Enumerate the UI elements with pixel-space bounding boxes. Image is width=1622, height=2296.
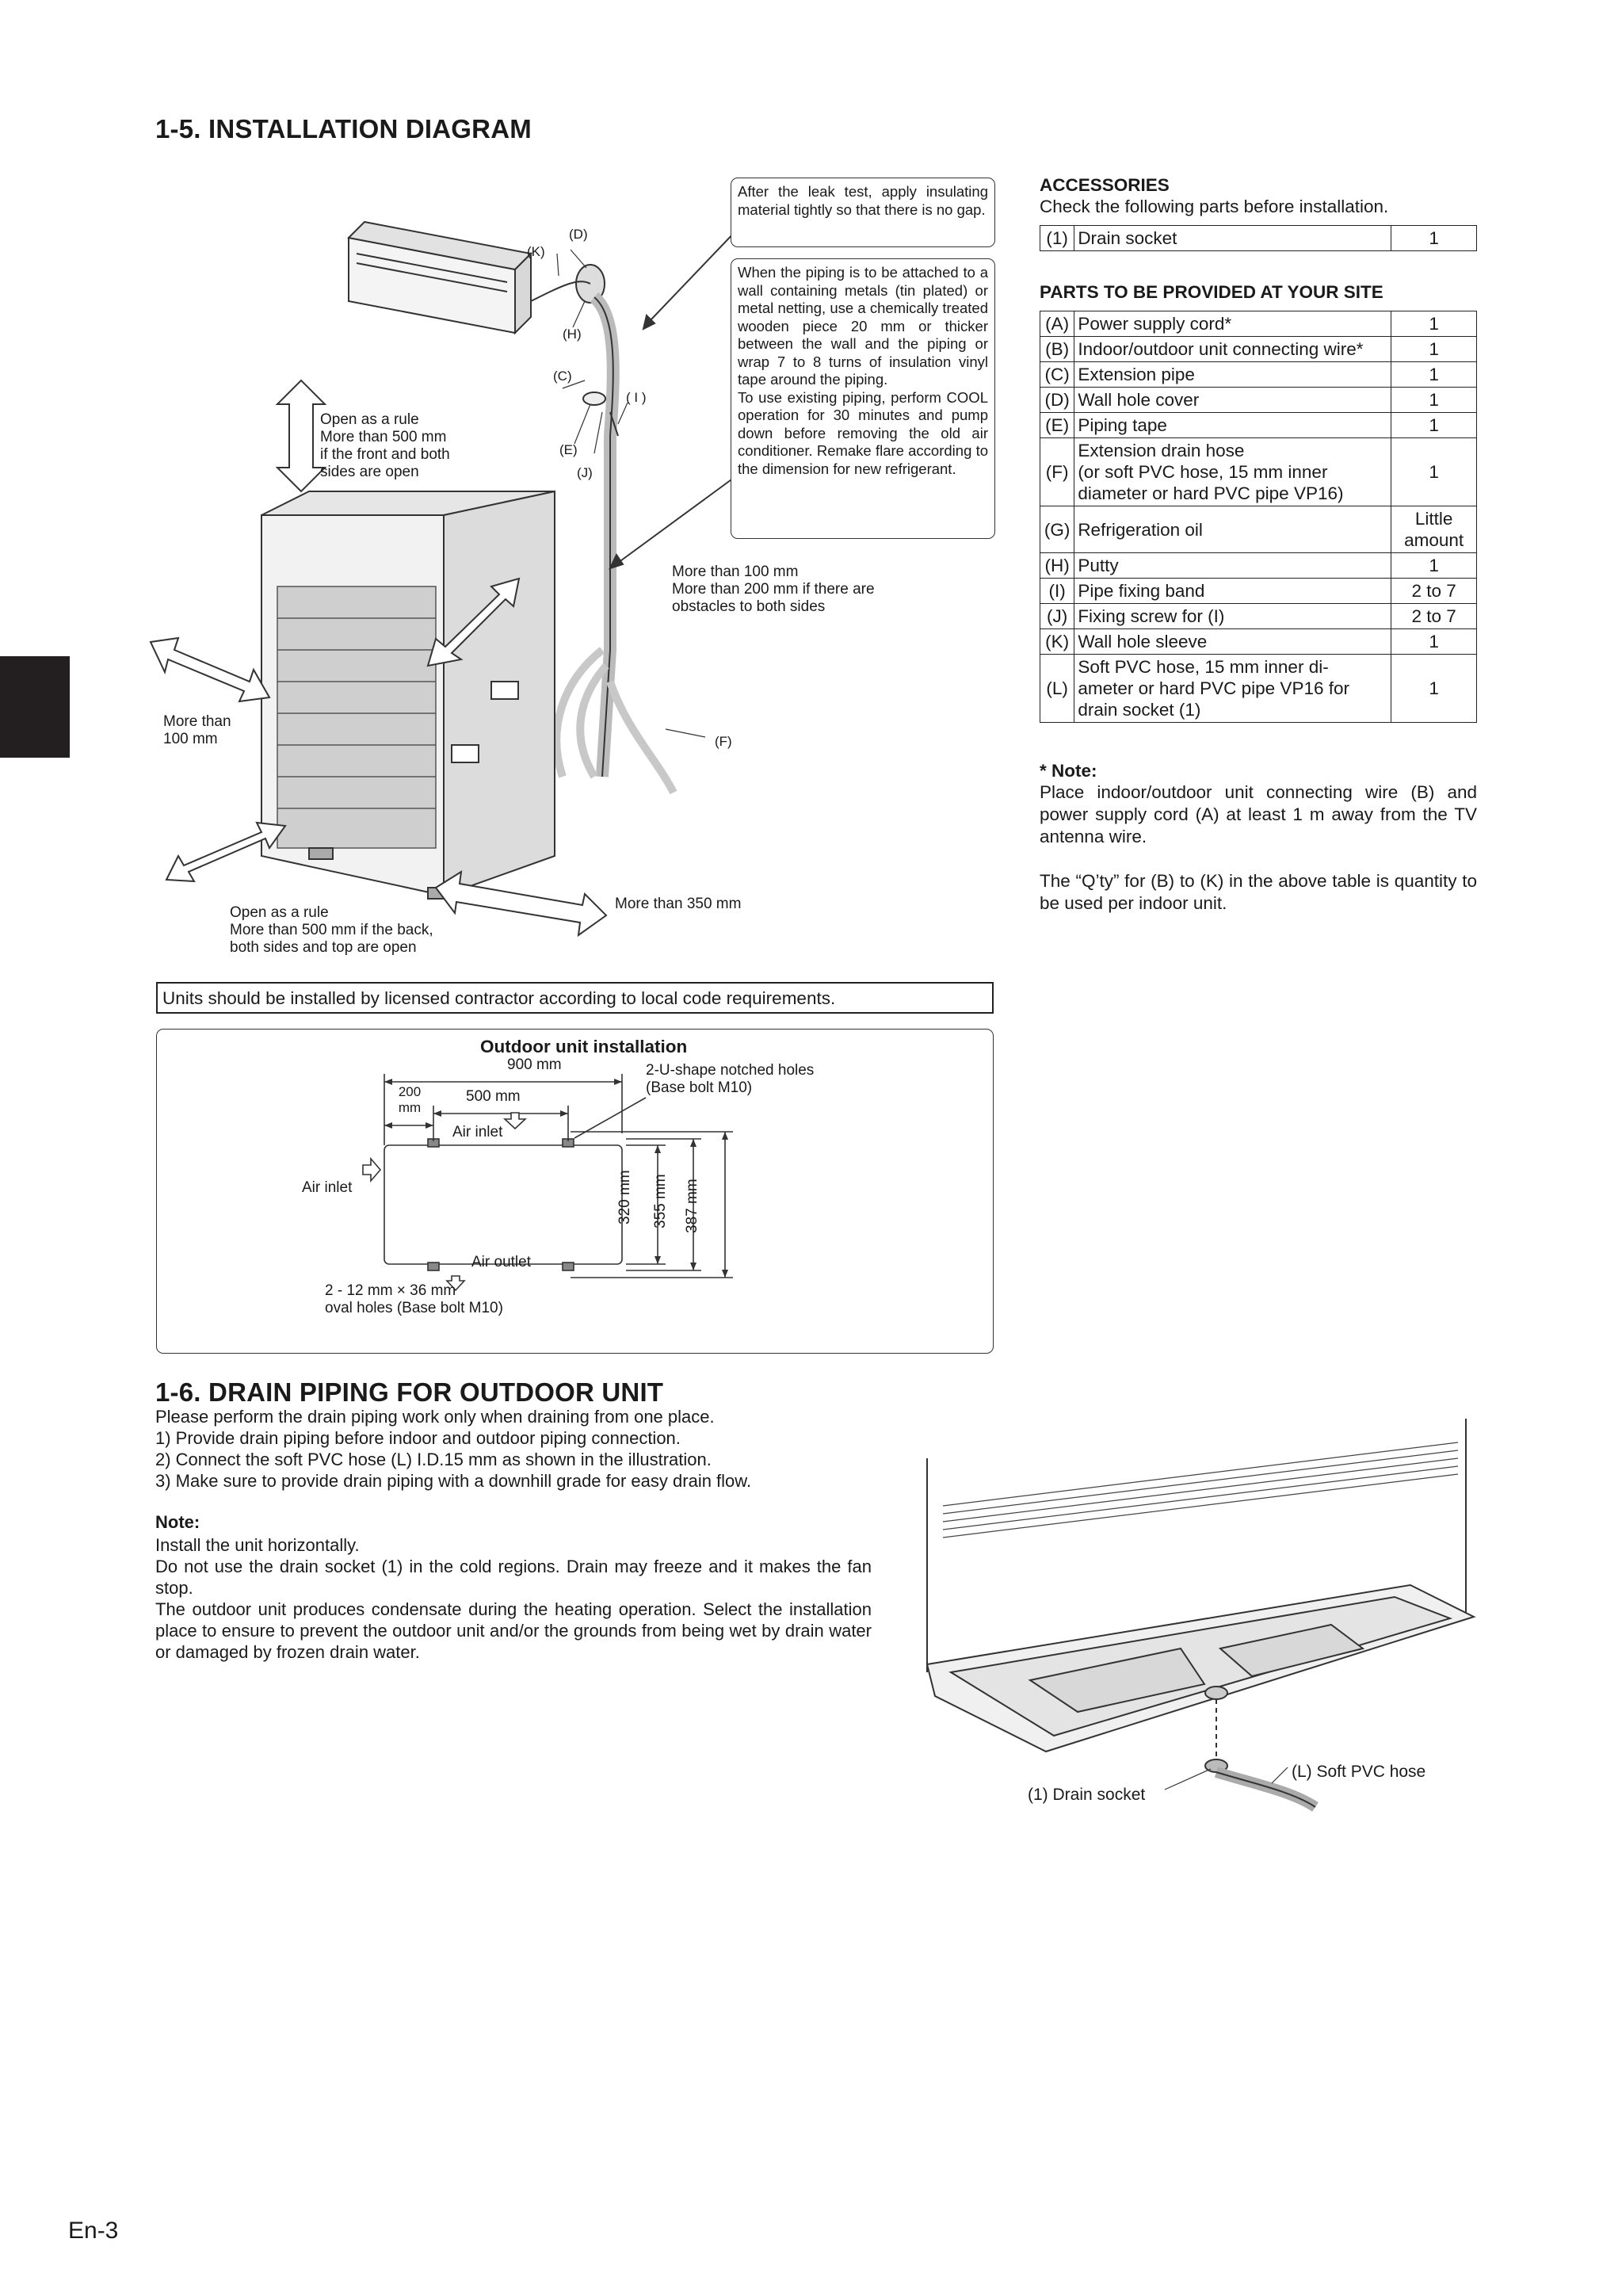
- callout-leak-test: After the leak test, apply insulating material tightly so that there is no gap.: [731, 178, 995, 247]
- drain-note-heading: Note:: [155, 1512, 200, 1532]
- clearance-bottom-text: Open as a rule More than 500 mm if the back, both sides and top are open: [230, 904, 433, 956]
- air-inlet-top-arrow: [505, 1113, 525, 1129]
- clearance-right-text: More than 100 mm More than 200 mm if there are obstacles to both sides: [672, 563, 875, 615]
- label-i: ( I ): [626, 390, 647, 405]
- dim-355: 355 mm: [652, 1174, 669, 1228]
- drain-note-text: Install the unit horizontally. Do not use the drain socket (1) in the cold regions. Drain may freeze and it makes the fan stop. The outdoor unit produces condensate during the heating operation. Select the installation place to ensure to prevent the outdoor unit and/or the grounds from being wet by drain water or damaged by frozen drain water.: [155, 1535, 872, 1662]
- air-inlet-left-label: Air inlet: [302, 1179, 353, 1196]
- table-row: (L) Soft PVC hose, 15 mm inner di- ameter or hard PVC pipe VP16 for drain socket (1) 1: [1040, 655, 1477, 723]
- table-row: (K) Wall hole sleeve 1: [1040, 629, 1477, 655]
- outdoor-unit: [261, 491, 555, 899]
- section-title-drain-piping: 1-6. DRAIN PIPING FOR OUTDOOR UNIT: [155, 1377, 664, 1407]
- air-inlet-left-arrow: [363, 1159, 380, 1181]
- label-k: (K): [527, 244, 545, 259]
- indoor-unit: [349, 222, 531, 333]
- clearance-front-text: More than 350 mm: [615, 896, 742, 912]
- table-row: (B) Indoor/outdoor unit connecting wire* 1: [1040, 337, 1477, 362]
- outdoor-installation-title: Outdoor unit installation: [480, 1037, 688, 1056]
- arrow-left-clearance: [151, 638, 269, 701]
- parts-note-heading: * Note:: [1040, 761, 1097, 781]
- clearance-top-text: Open as a rule More than 500 mm if the front and both sides are open: [320, 411, 450, 480]
- drain-illustration: [919, 1411, 1490, 1823]
- table-row: (I) Pipe fixing band 2 to 7: [1040, 579, 1477, 604]
- label-f: (F): [715, 734, 732, 749]
- page-number: En-3: [68, 2218, 119, 2244]
- label-c: (C): [553, 369, 572, 384]
- label-d: (D): [569, 227, 588, 242]
- parts-note-text: Place indoor/outdoor unit connecting wire (B) and power supply cord (A) at least 1 m away from the TV antenna wire.: [1040, 782, 1477, 846]
- drain-instructions: Please perform the drain piping work only when draining from one place. 1) Provide drain piping before indoor and outdoor piping connection. 2) Connect the soft PVC hose (L) I.D.15 mm as shown in the illustration. 3) Make sure to provide drain piping with a downhill grade for easy drain flow.: [155, 1407, 752, 1491]
- accessories-heading: ACCESSORIES: [1040, 175, 1170, 195]
- table-row: (1) Drain socket 1: [1040, 226, 1477, 251]
- table-row: (A) Power supply cord* 1: [1040, 311, 1477, 337]
- parts-table: [1040, 311, 1477, 723]
- label-h: (H): [563, 327, 582, 342]
- notched-holes-label: 2-U-shape notched holes (Base bolt M10): [646, 1062, 815, 1096]
- drain-socket-label: (1) Drain socket: [1028, 1786, 1146, 1804]
- licensed-contractor-note: Units should be installed by licensed contractor according to local code requirements.: [156, 982, 994, 1014]
- soft-pvc-hose-label: (L) Soft PVC hose: [1292, 1763, 1426, 1781]
- qty-note-text: The “Q’ty” for (B) to (K) in the above table is quantity to be used per indoor unit.: [1040, 871, 1477, 913]
- callout-wall-piping: When the piping is to be attached to a wall containing metals (tin plated) or metal netting, use a chemically treated wooden piece 20 mm or thicker between the wall and the piping or wrap 7 to 8 turns of insulation vinyl tape around the piping. To use existing piping, perform COOL operation for 30 minutes and pump down before removing the old air conditioner. Remake flare according to the dimension for new refrigerant.: [731, 258, 995, 539]
- label-j: (J): [577, 465, 593, 480]
- label-e: (E): [559, 442, 578, 457]
- table-row: (J) Fixing screw for (I) 2 to 7: [1040, 604, 1477, 629]
- table-row: (G) Refrigeration oil Little amount: [1040, 506, 1477, 553]
- dim-387: 387 mm: [684, 1179, 700, 1233]
- dim-200: 200 mm: [398, 1084, 422, 1115]
- parts-heading: PARTS TO BE PROVIDED AT YOUR SITE: [1040, 282, 1383, 302]
- chapter-tab: [0, 656, 70, 758]
- table-row: (H) Putty 1: [1040, 553, 1477, 579]
- table-row: (C) Extension pipe 1: [1040, 362, 1477, 388]
- table-row: (D) Wall hole cover 1: [1040, 388, 1477, 413]
- accessories-table: [1040, 225, 1477, 251]
- air-outlet-label: Air outlet: [471, 1254, 531, 1270]
- dim-320: 320 mm: [616, 1170, 633, 1224]
- accessories-subheading: Check the following parts before installation.: [1040, 197, 1389, 216]
- oval-holes-label: 2 - 12 mm × 36 mm oval holes (Base bolt M10): [325, 1282, 503, 1316]
- air-inlet-top-label: Air inlet: [452, 1124, 503, 1140]
- arrow-top-clearance: [277, 380, 325, 491]
- dim-900: 900 mm: [507, 1056, 562, 1073]
- section-title-installation-diagram: 1-5. INSTALLATION DIAGRAM: [155, 114, 532, 143]
- dim-500: 500 mm: [466, 1088, 521, 1105]
- table-row: (E) Piping tape 1: [1040, 413, 1477, 438]
- clearance-left-text: More than 100 mm: [163, 713, 231, 747]
- table-row: (F) Extension drain hose (or soft PVC hose, 15 mm inner diameter or hard PVC pipe VP16) 1: [1040, 438, 1477, 506]
